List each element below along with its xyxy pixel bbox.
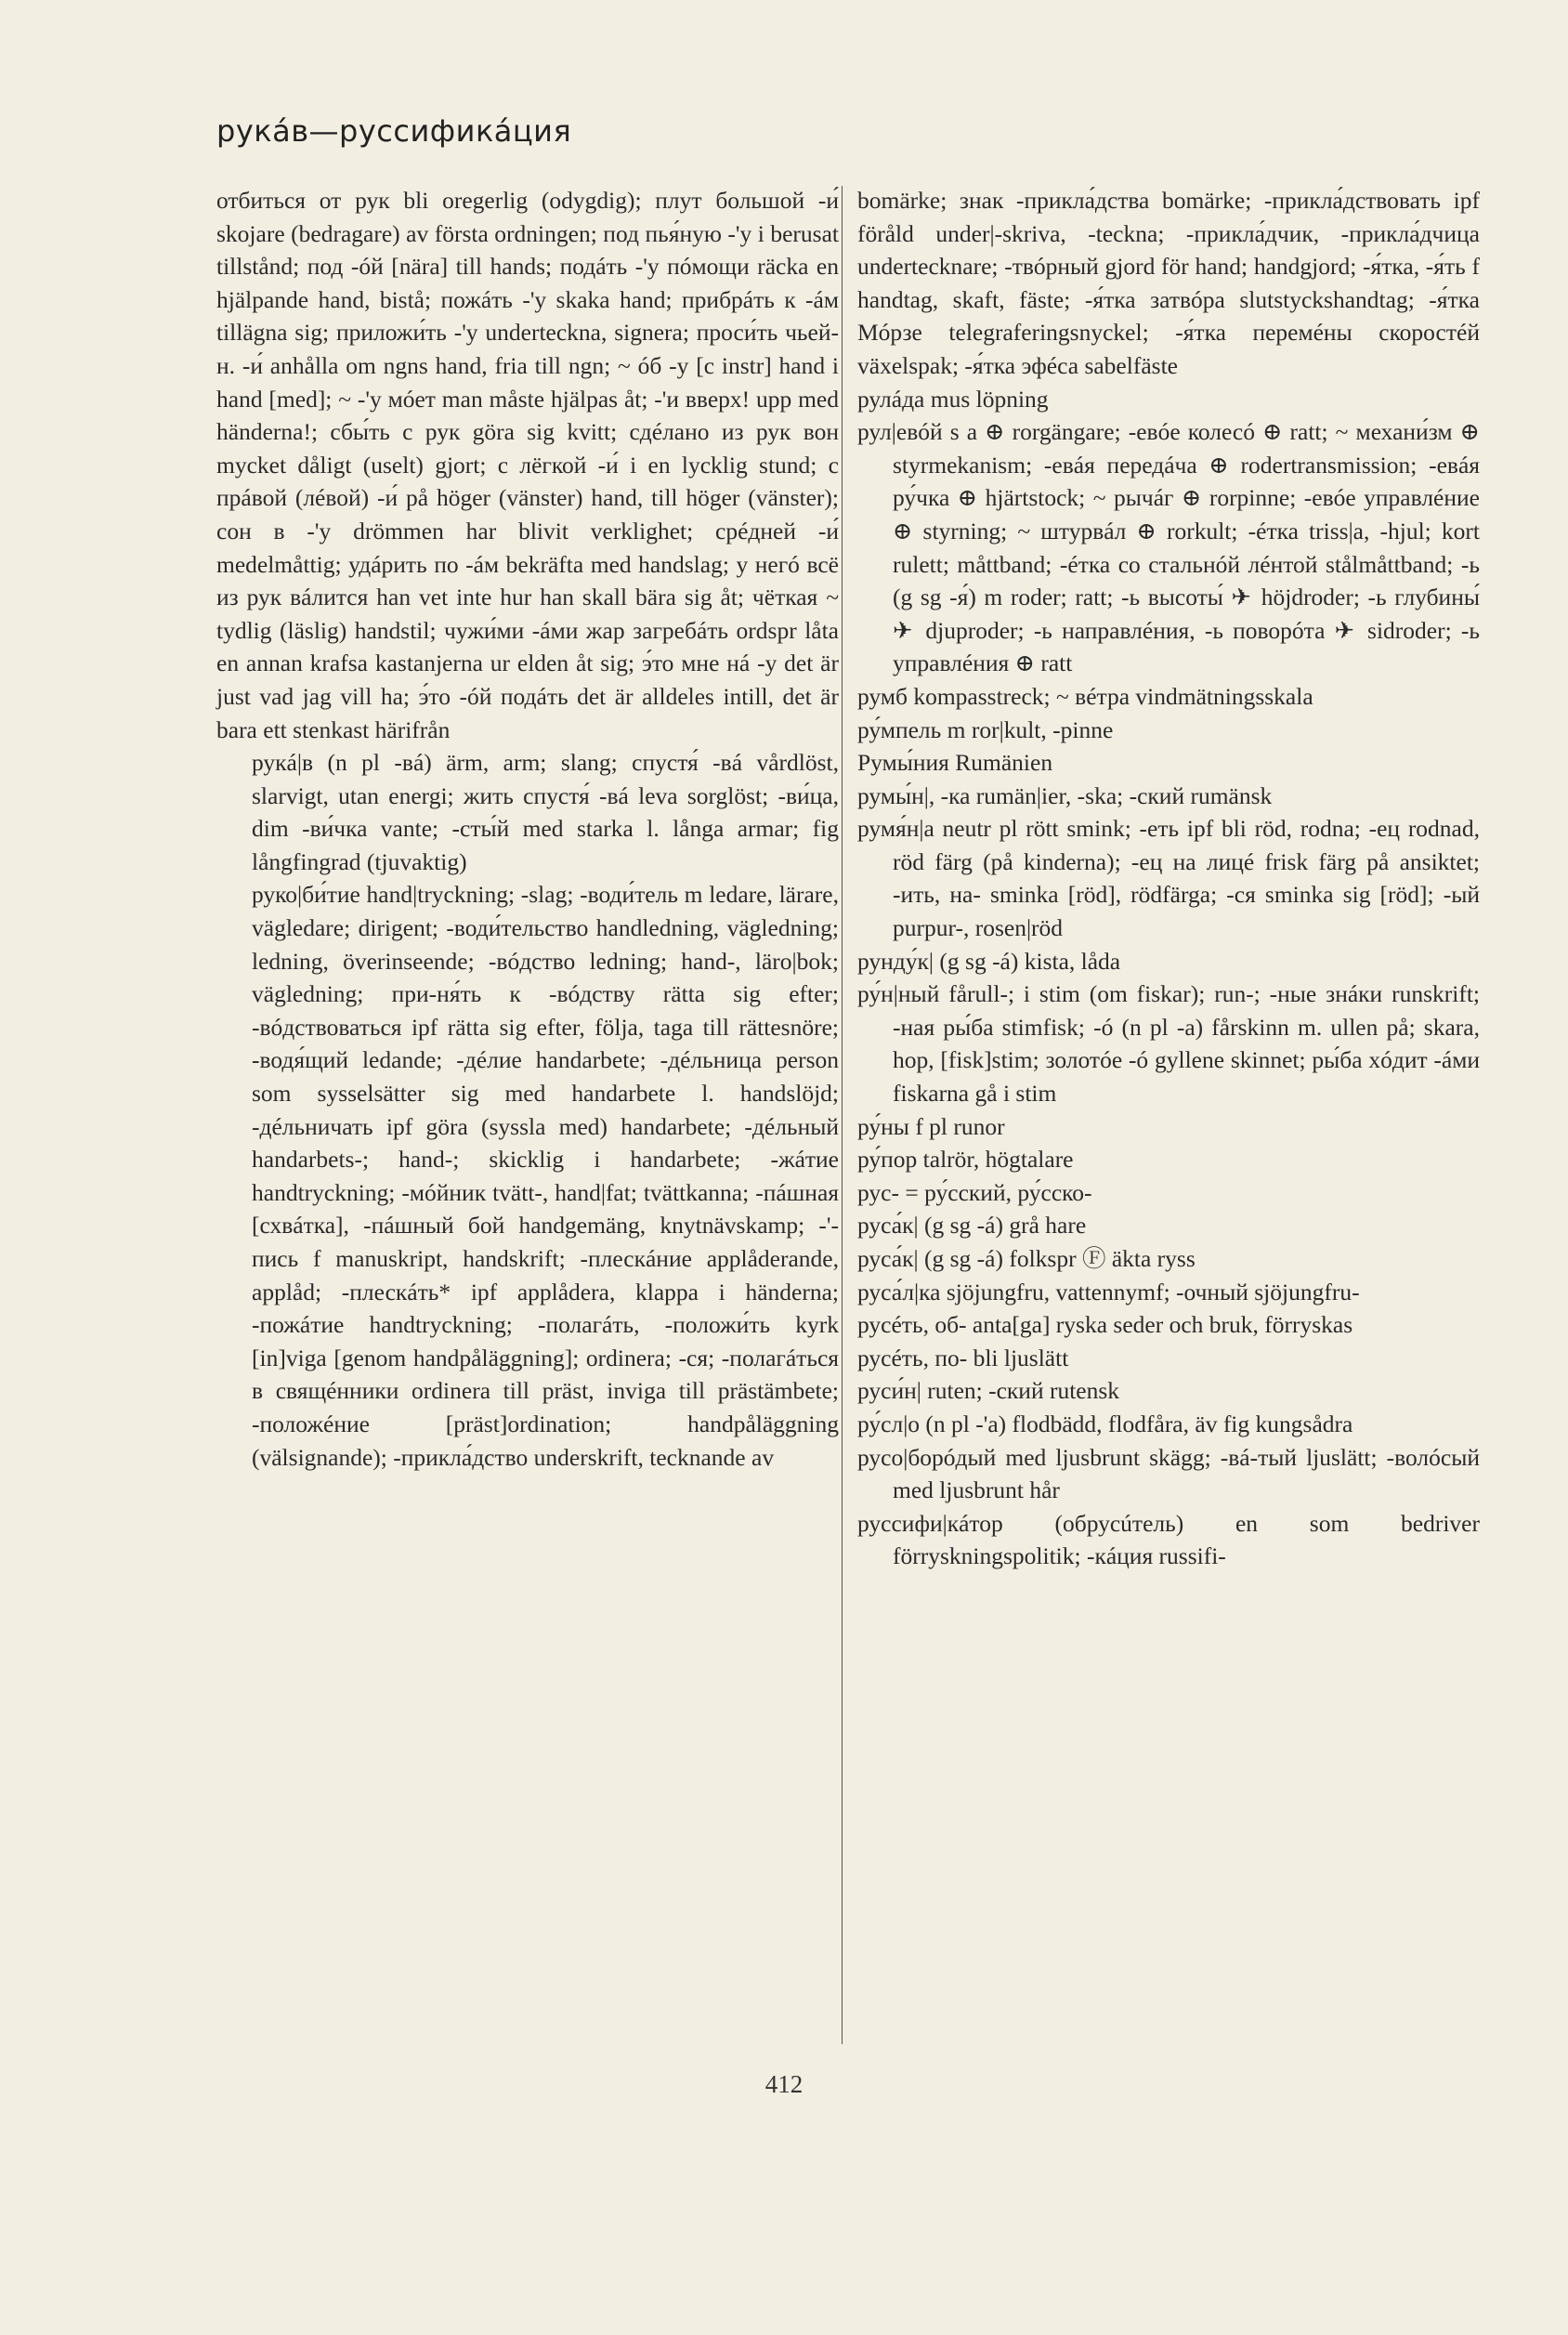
dictionary-entry: русéть, об- anta[ga] ryska seder och bruk, förryskas xyxy=(857,1311,1353,1339)
dictionary-entry: руси́н| ruten; -ский rutensk xyxy=(857,1377,1120,1405)
dictionary-entry: рулáда mus löpning xyxy=(857,385,1049,413)
dictionary-entry: ру́мпель m ror|kult, -pinne xyxy=(857,715,1114,743)
right-column xyxy=(857,184,1480,1573)
dictionary-entry: ру́сл|о (n pl -'а) flodbädd, flodfåra, äv fig kungsådra xyxy=(857,1410,1353,1437)
dictionary-entry: Румы́ния Rumänien xyxy=(857,749,1053,777)
dictionary-entry: руса́к| (g sg -á) folkspr Ⓕ äkta ryss xyxy=(857,1245,1196,1272)
dictionary-entry: румя́н|а neutr pl rött smink; -еть ipf bli röd, rodna; -ец rodnad, röd färg (på kinderna); -ец на лицé frisk färg på ansiktet; -ить, на- sminka [röd], rödfärga; -ся sminka sig [röd]; -ый purpur-, rosen|röd xyxy=(857,815,1480,942)
dictionary-entry: ру́ны f pl runor xyxy=(857,1112,1005,1140)
page-number: 412 xyxy=(764,2070,804,2098)
dictionary-entry: ру́пор talrör, högtalare xyxy=(857,1146,1074,1174)
dictionary-entry: отбиться от рук bli oregerlig (odygdig); плут большой -и́ skojare (bedragare) av första ordningen; под пья́ную -'у i berusat tillstånd; под -óй [nära] till hands; подáть -'у пóмощи räcka en hjälpande hand, bistå; пожáть -'у skaka hand; прибрáть к -áм tillägna sig; приложи́ть -'у underteckna, signera; проси́ть чьей-н. -и́ anhålla om ngns hand, fria till ngn; ~ óб -у [с instr] hand i hand [med]; ~ -'у мóет man måste hjälpas åt; -'и вверх! upp med händerna!; сбы́ть с рук göra sig kvitt; сдéлано из рук вон mycket dåligt (uselt) gjort; с лёгкой -и́ i en lycklig stund; с прáвой (лéвой) -и́ på höger (vänster) hand, till höger (vänster); сон в -'у drömmen har blivit verklighet; срéдней -и́ medelmåttig; удáрить по -áм bekräfta med handslag; у негó всё из рук вáлится han vet inte hur han skall bära sig åt; чёткая ~ tydlig (läslig) handstil; чужи́ми -áми жар загребáть ordspr låta en annan krafsa kastanjerna ur elden åt sig; э́то мне нá -у det är just vad jag vill ha; э́то -óй подáть det är alldeles intill, det är bara ett stenkast härifrån xyxy=(216,187,839,743)
dictionary-entry: рукá|в (n pl -вá) ärm, arm; slang; спустя́ -вá vårdlöst, slarvigt, utan energi; жить спустя́ -вá leva sorglöst; -ви́ца, dim -ви́чка vante; -сты́й med starka l. långa armar; fig långfingrad (tjuvaktig) xyxy=(252,749,839,875)
dictionary-entry: bomärke; знак -прикла́дства bomärke; -прикла́дствовать ipf föråld under|-skriva, -teckna; -прикла́дчик, -прикла́дчица undertecknare; -твóрный gjord för hand; handgjord; -я́тка, -я́ть f handtag, skaft, fäste; -я́тка затвóра slutstyckshandtag; -я́тка Мóрзе telegraferingsnyckel; -я́тка перемéны скоростéй växelspak; -я́тка эфéса sabelfäste xyxy=(857,187,1480,379)
dictionary-entry: руко|би́тие hand|tryckning; -slag; -води́тель m ledare, lärare, vägledare; dirigent; -води́тельство handledning, vägledning; ledning, överinseende; -вóдство ledning; hand-, läro|bok; vägledning; при-ня́ть к -вóдству rätta sig efter; -вóдствоваться ipf rätta sig efter, följa, taga till rättesnöre; -водя́щий ledande; -дéлие handarbete; -дéльница person som sysselsätter sig med handarbete l. handslöjd; -дéльничать ipf göra (syssla med) handarbete; -дéльный handarbets-; hand-; skicklig i handarbete; -жáтие handtryckning; -мóйник tvätt-, hand|fat; tvättkanna; -пáшная [схвáтка], -пáшный бой handgemäng, knytnävskamp; -'-пись f manuskript, handskrift; -плескáние applåderande, applåd; -плескáть* ipf applådera, klappa i händerna; -пожáтие handtryckning; -полагáть, -положи́ть kyrk [in]viga [genom handpåläggning]; ordinera; -ся; -полагáться в свящéнники ordinera till präst, inviga till prästämbete; -положéние [präst]ordination; handpåläggning (välsignande); -прикла́дство underskrift, tecknande av xyxy=(252,881,839,1471)
dictionary-entry: рунду́к| (g sg -á) kista, låda xyxy=(857,947,1121,975)
dictionary-entry: русéть, по- bli ljuslätt xyxy=(857,1344,1069,1371)
dictionary-entry: рул|евóй s a ⊕ rorgängare; -евóе колесó ⊕ ratt; ~ механи́зм ⊕ styrmekanism; -евáя передáча ⊕ rodertransmission; -евáя ру́чка ⊕ hjärtstock; ~ рычáг ⊕ rorpinne; -евóе управлéние ⊕ styrning; ~ штурвáл ⊕ rorkult; -éтка triss|a, -hjul; kort rulett; måttband; -éтка со стальнóй лéнтой stålmåttband; -ь (g sg -я́) m roder; ratt; -ь высоты́ ✈ höjdroder; -ь глубины́ ✈ djuproder; -ь направлéния, -ь поворóта ✈ sidroder; -ь управлéния ⊕ ratt xyxy=(857,418,1480,677)
column-divider xyxy=(842,186,843,2044)
left-column xyxy=(216,184,839,1474)
dictionary-entry: румы́н|, -ка rumän|ier, -ska; -ский rumänsk xyxy=(857,781,1273,809)
running-header: рукáв—руссификáция xyxy=(216,113,572,149)
dictionary-entry: русо|борóдый med ljusbrunt skägg; -вá-тый ljuslätt; -волóсый med ljusbrunt hår xyxy=(857,1443,1480,1504)
dictionary-entry: руссифи|кáтор (обрусúтель) en som bedriver förryskningspolitik; -кáция russifi- xyxy=(857,1509,1480,1570)
dictionary-entry: румб kompasstreck; ~ вéтра vindmätningsskala xyxy=(857,682,1313,710)
dictionary-entry: руса́л|ка sjöjungfru, vattennymf; -очный sjöjungfru- xyxy=(857,1278,1360,1305)
dictionary-entry: рус- = ру́сский, ру́сско- xyxy=(857,1178,1092,1206)
dictionary-entry: руса́к| (g sg -á) grå hare xyxy=(857,1212,1087,1240)
dictionary-entry: ру́н|ный fårull-; i stim (om fiskar); run-; -ные знáки runskrift; -ная ры́ба stimfisk; -ó (n pl -а) fårskinn m. ullen på; skara, hop, [fisk]stim; золотóе -ó gyllene skinnet; ры́ба хóдит -áми fiskarna gå i stim xyxy=(857,980,1480,1108)
